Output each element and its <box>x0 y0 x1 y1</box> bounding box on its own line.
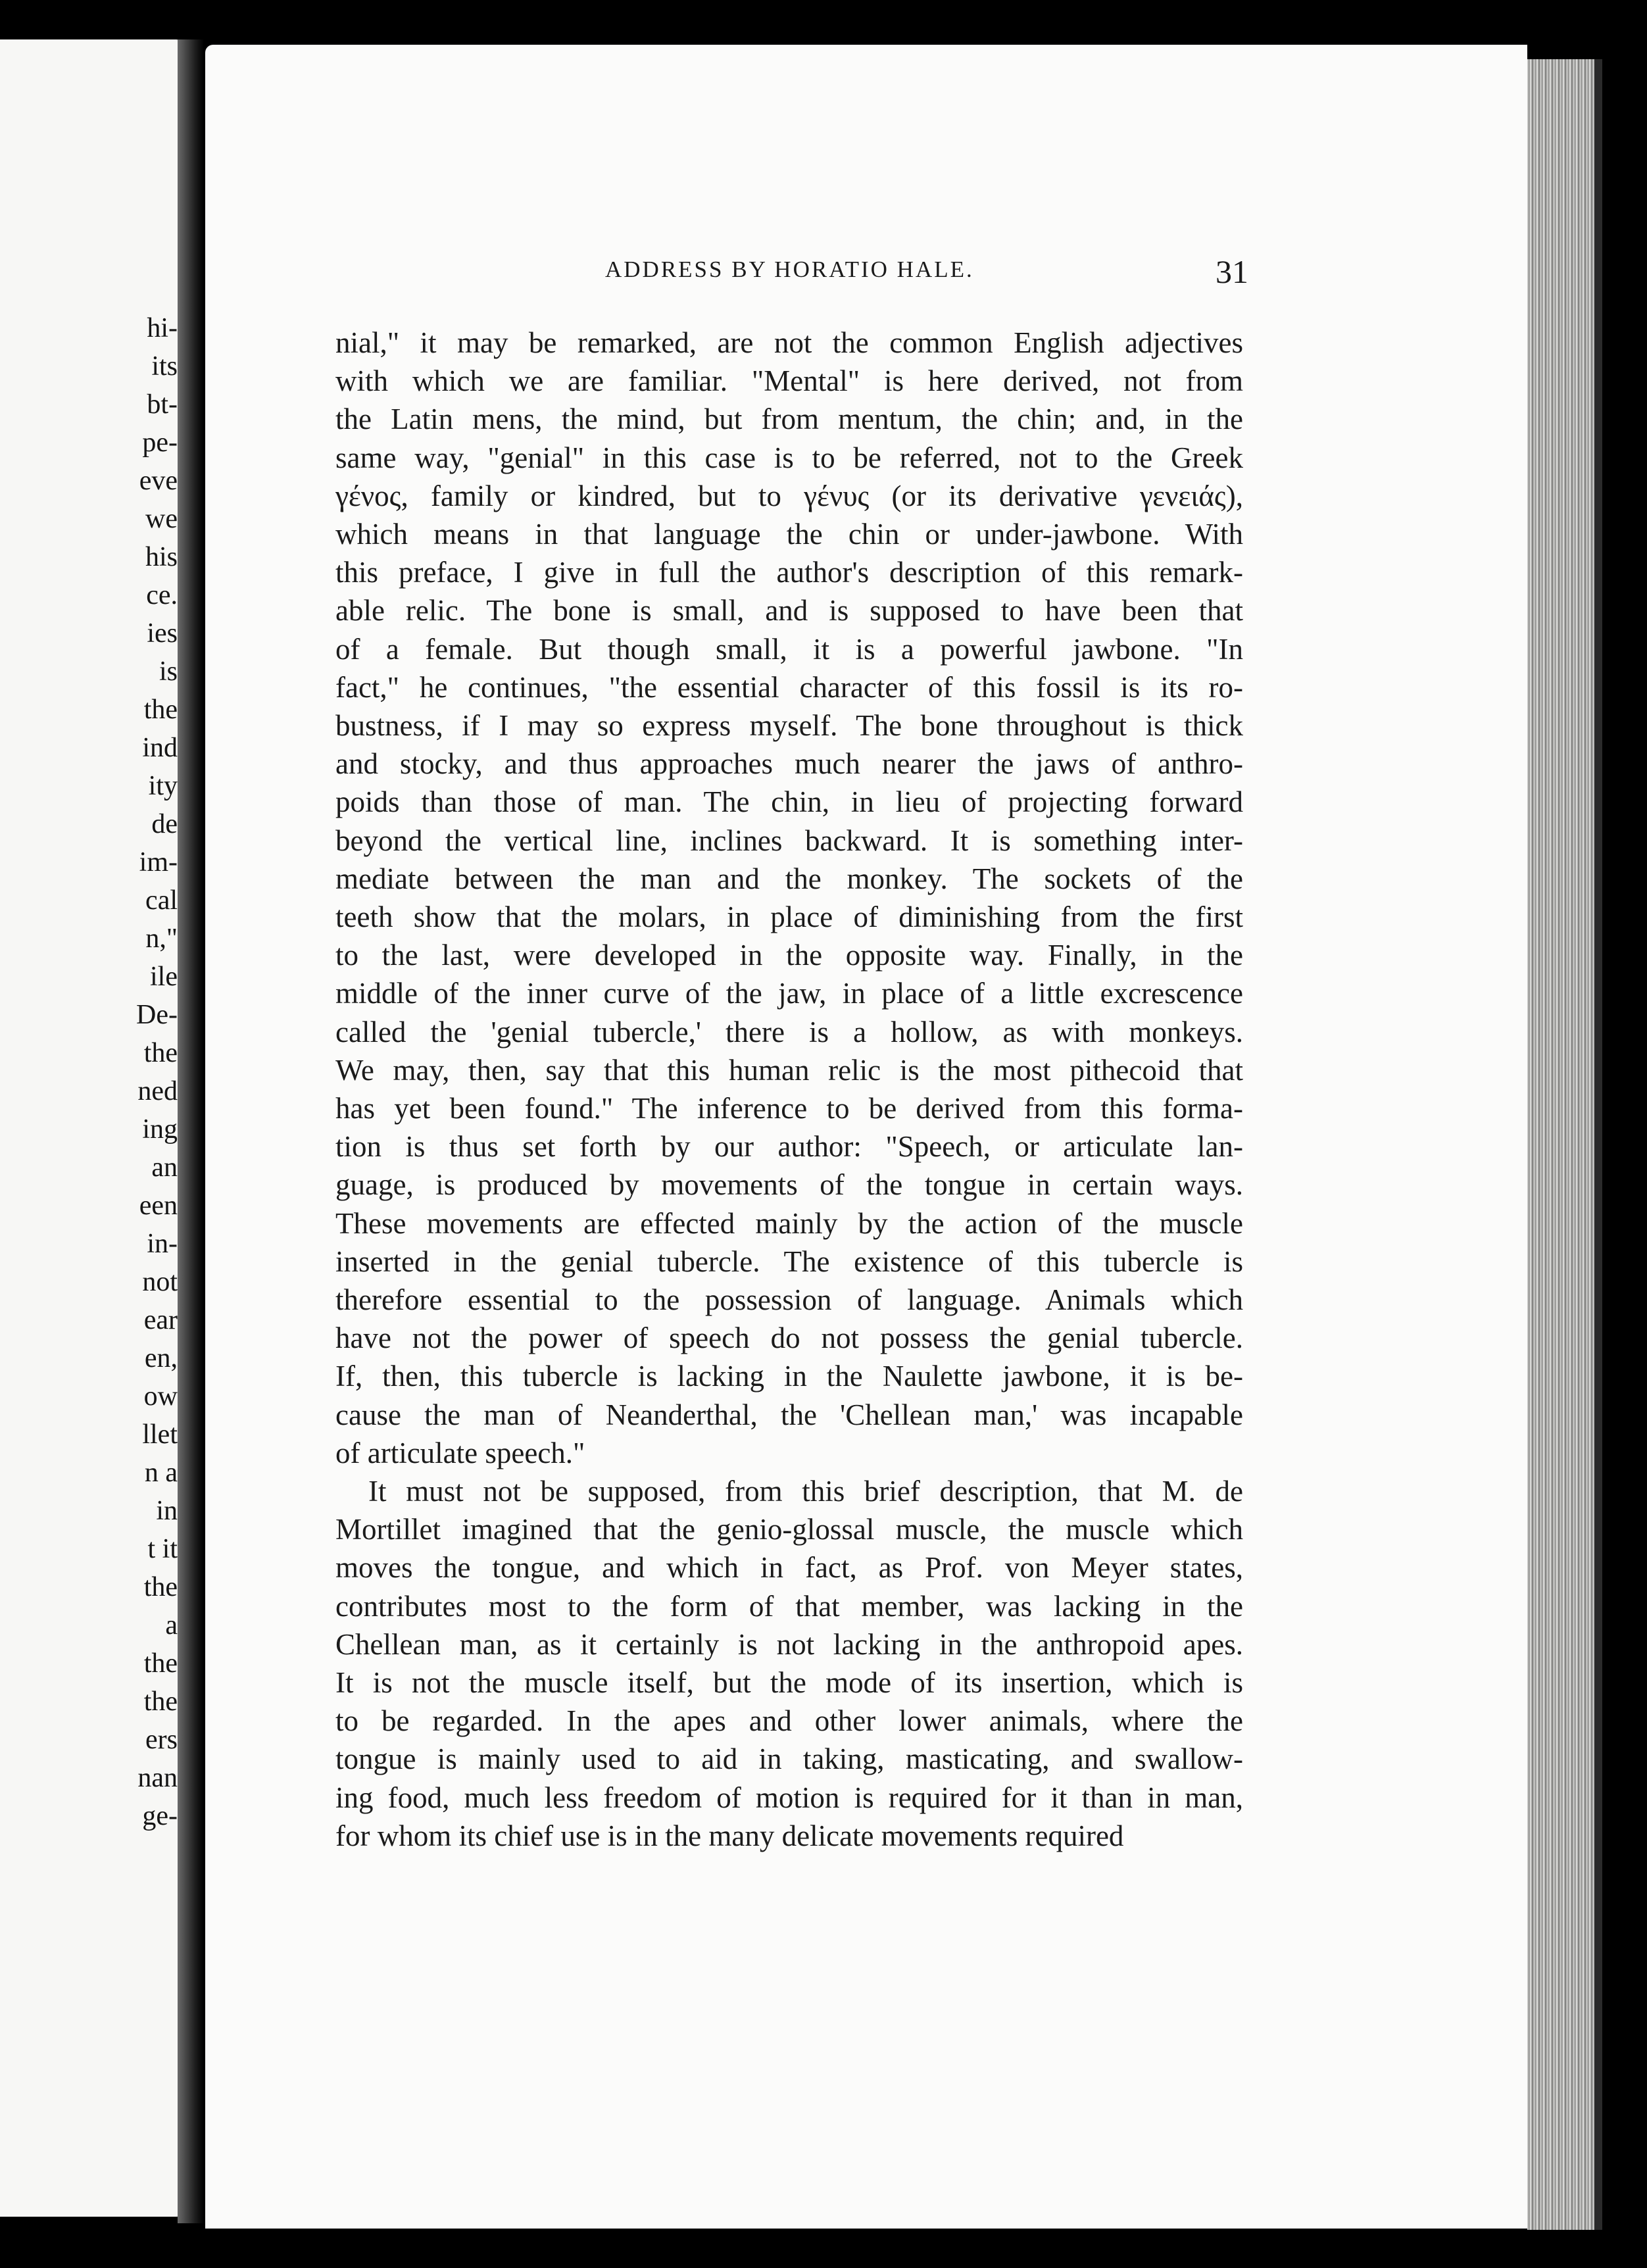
text-line: γένος, family or kindred, but to γένυς (or its derivative γενειάς), <box>335 479 1243 512</box>
facing-page-fragment: ies <box>147 618 178 649</box>
facing-page-fragment: not <box>142 1267 178 1297</box>
text-line: same way, "genial" in this case is to be referred, not to the Greek <box>335 441 1243 474</box>
text-line: mediate between the man and the monkey. The sockets of the <box>335 862 1243 895</box>
text-line: If, then, this tubercle is lacking in the Naulette jawbone, it is be- <box>335 1360 1243 1393</box>
facing-page-fragment: ile <box>150 962 178 992</box>
text-line: These movements are effected mainly by the action of the muscle <box>335 1206 1243 1240</box>
text-line: to the last, were developed in the opposite way. Finally, in the <box>335 939 1243 972</box>
facing-page-fragment: its <box>151 351 178 382</box>
text-line: nial," it may be remarked, are not the common English adjectives <box>335 326 1243 359</box>
text-line: therefore essential to the possession of language. Animals which <box>335 1283 1243 1316</box>
text-line: able relic. The bone is small, and is supposed to have been that <box>335 594 1243 628</box>
facing-page-fragment: de <box>151 809 178 839</box>
facing-page-fragment: t it <box>147 1534 178 1564</box>
facing-page-fragment: ce. <box>146 580 178 610</box>
facing-page-fragment: een <box>139 1191 178 1221</box>
facing-page-fragment: cal <box>145 885 178 916</box>
running-head: ADDRESS BY HORATIO HALE. <box>605 257 974 282</box>
facing-page-fragment: an <box>151 1152 178 1183</box>
text-line: tongue is mainly used to aid in taking, masticating, and swallow- <box>335 1742 1243 1776</box>
text-line: for whom its chief use is in the many delicate movements required <box>335 1819 1124 1852</box>
text-line: have not the power of speech do not possess the genial tubercle. <box>335 1321 1243 1355</box>
facing-page-fragment: ers <box>145 1725 178 1755</box>
text-line: contributes most to the form of that member, was lacking in the <box>335 1589 1243 1623</box>
text-line: It must not be supposed, from this brief description, that M. de <box>368 1475 1243 1508</box>
facing-page-fragment: bt- <box>147 389 178 420</box>
facing-page-fragment: pe- <box>142 428 178 458</box>
text-line: guage, is produced by movements of the tongue in certain ways. <box>335 1168 1243 1202</box>
text-line: ing food, much less freedom of motion is required for it than in man, <box>335 1781 1243 1814</box>
text-line: teeth show that the molars, in place of diminishing from the first <box>335 900 1243 933</box>
facing-page-fragment: his <box>145 542 178 572</box>
page-number: 31 <box>1216 253 1248 290</box>
facing-page-fragment: ing <box>142 1114 178 1145</box>
facing-page-fragment: in- <box>147 1229 178 1259</box>
text-line: with which we are familiar. "Mental" is here derived, not from <box>335 364 1243 398</box>
facing-page-fragment: we <box>145 504 178 534</box>
facing-page-fragment: a <box>165 1610 178 1640</box>
facing-page-fragment: the <box>143 1648 178 1679</box>
facing-page-fragment: De- <box>136 1000 178 1030</box>
facing-page-fragment: eve <box>139 466 178 496</box>
text-line: which means in that language the chin or under-jawbone. With <box>335 518 1243 551</box>
facing-page-fragment: ned <box>137 1076 178 1106</box>
text-line: the Latin mens, the mind, but from mentum, the chin; and, in the <box>335 403 1243 436</box>
text-line: middle of the inner curve of the jaw, in place of a little excrescence <box>335 977 1243 1010</box>
text-line: of articulate speech." <box>335 1436 585 1469</box>
text-line: called the 'genial tubercle,' there is a hollow, as with monkeys. <box>335 1015 1243 1048</box>
facing-page-fragment: the <box>143 695 178 725</box>
facing-page-fragment: en, <box>144 1343 178 1373</box>
text-line: inserted in the genial tubercle. The existence of this tubercle is <box>335 1245 1243 1278</box>
facing-page-fragment: llet <box>142 1419 178 1450</box>
text-line: Chellean man, as it certainly is not lacking in the anthropoid apes. <box>335 1627 1243 1661</box>
text-line: poids than those of man. The chin, in lieu of projecting forward <box>335 785 1243 819</box>
text-line: cause the man of Neanderthal, the 'Chellean man,' was incapable <box>335 1398 1243 1431</box>
text-line: Mortillet imagined that the genio-glossal muscle, the muscle which <box>335 1513 1243 1546</box>
facing-page-fragment: n a <box>144 1458 178 1488</box>
facing-page-fragment: in <box>156 1496 178 1526</box>
text-line: moves the tongue, and which in fact, as Prof. von Meyer states, <box>335 1551 1243 1585</box>
text-line: bustness, if I may so express myself. The bone throughout is thick <box>335 709 1243 742</box>
facing-page-fragment: the <box>143 1038 178 1068</box>
text-line: tion is thus set forth by our author: "Speech, or articulate lan- <box>335 1130 1243 1164</box>
text-line: of a female. But though small, it is a powerful jawbone. "In <box>335 632 1243 666</box>
facing-page-fragment: the <box>143 1687 178 1717</box>
text-line: this preface, I give in full the author's description of this remark- <box>335 556 1243 589</box>
text-line: has yet been found." The inference to be derived from this forma- <box>335 1092 1243 1125</box>
text-line: It is not the muscle itself, but the mode of its insertion, which is <box>335 1666 1243 1699</box>
facing-page-fragment: is <box>159 656 178 687</box>
facing-page-fragment: ow <box>143 1381 178 1412</box>
facing-page-fragment: the <box>143 1572 178 1602</box>
text-line: beyond the vertical line, inclines backward. It is something inter- <box>335 824 1243 857</box>
facing-page-fragment: im- <box>139 847 178 877</box>
text-line: to be regarded. In the apes and other lower animals, where the <box>335 1704 1243 1738</box>
facing-page-fragment: ind <box>142 733 178 763</box>
facing-page-fragment: ity <box>148 771 178 801</box>
facing-page-fragment: hi- <box>147 313 178 343</box>
facing-page-fragment: ge- <box>142 1801 178 1831</box>
facing-page-fragment: n," <box>145 924 178 954</box>
facing-page-fragment: nan <box>137 1763 178 1793</box>
facing-page-fragment: ear <box>143 1305 178 1335</box>
text-line: and stocky, and thus approaches much nearer the jaws of anthro- <box>335 747 1243 781</box>
text-line: We may, then, say that this human relic is the most pithecoid that <box>335 1053 1243 1087</box>
text-line: fact," he continues, "the essential character of this fossil is its ro- <box>335 670 1243 704</box>
